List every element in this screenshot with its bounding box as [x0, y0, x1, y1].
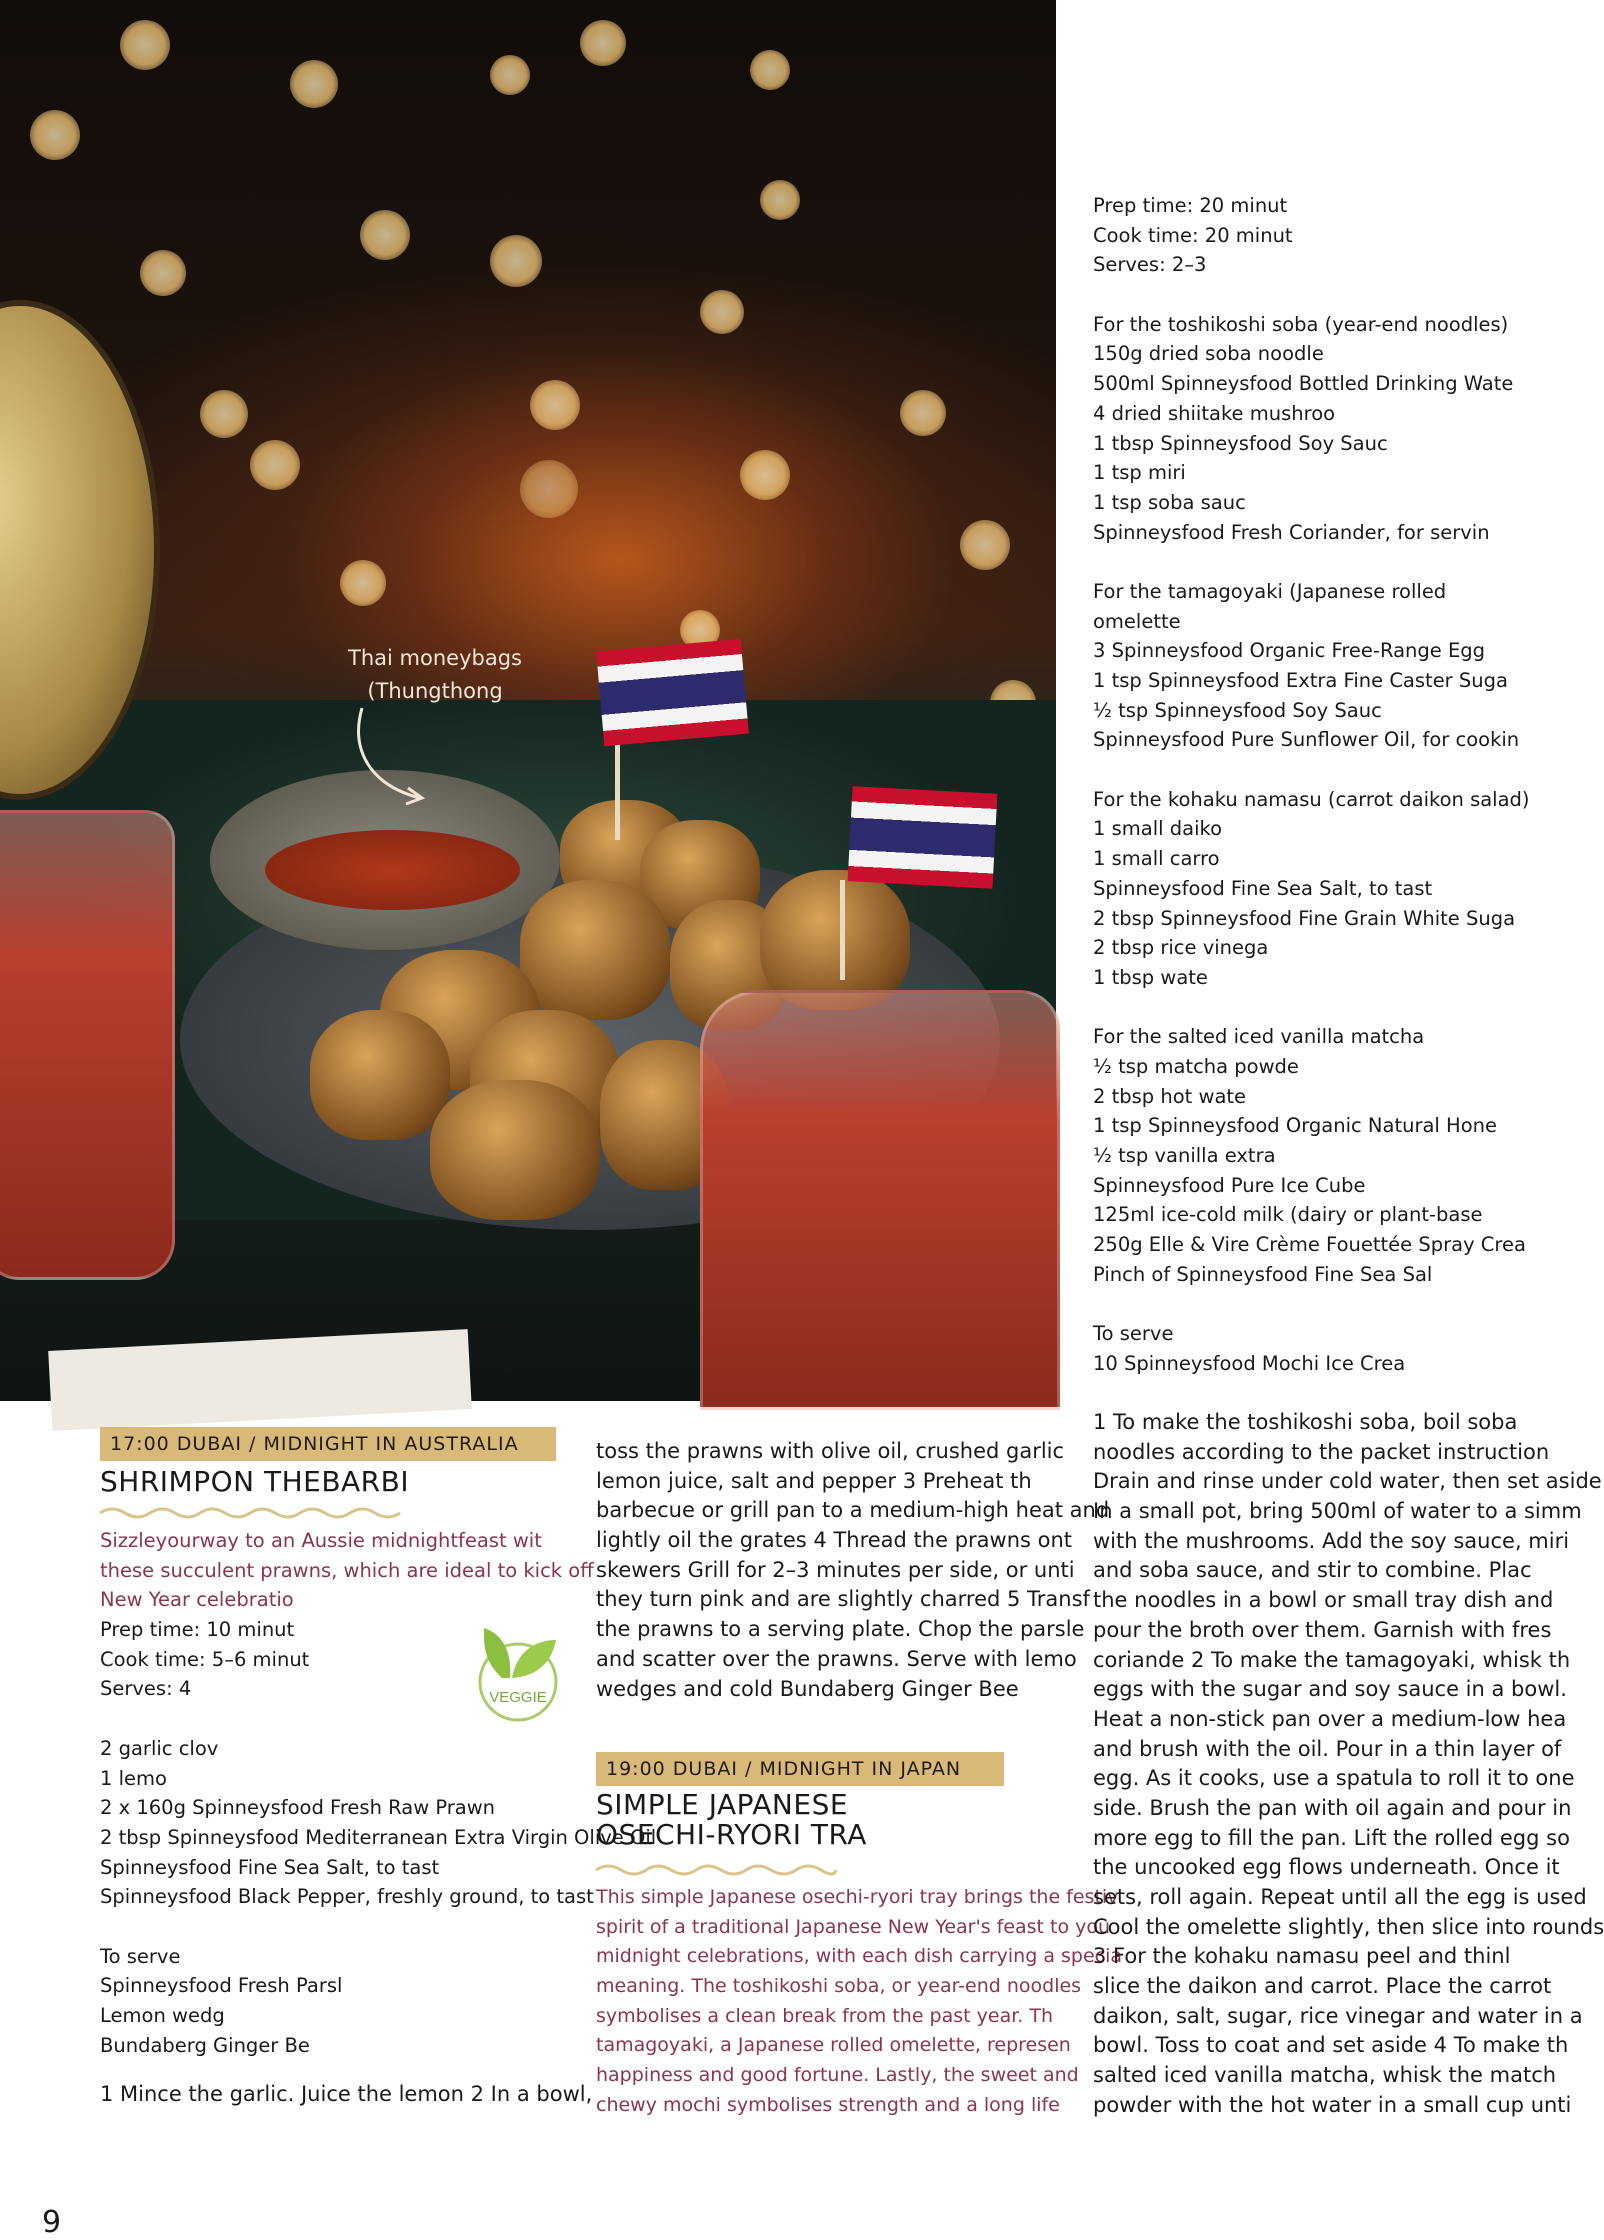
intro-line: Sizzleyourway to an Aussie midnightfeast wit — [100, 1529, 542, 1552]
ingredient: Spinneysfood Fine Sea Salt, to tast — [100, 1855, 440, 1879]
method-line: and scatter over the prawns. Serve with lemo — [596, 1646, 1077, 1671]
ingredient: 2 x 160g Spinneysfood Fresh Raw Prawn — [100, 1796, 496, 1820]
serves: Serves: 4 — [100, 1677, 192, 1701]
method-line: and soba sauce, and stir to combine. Plac — [1093, 1558, 1532, 1583]
veggie-label: VEGGIE — [489, 1689, 547, 1706]
page-number: 9 — [42, 2205, 62, 2240]
ingredient: Spinneysfood Pure Ice Cube — [1093, 1173, 1366, 1197]
ingredient: 1 lemo — [100, 1766, 167, 1790]
ingredient: 1 tbsp wate — [1093, 965, 1208, 989]
recipe2-intro — [596, 1883, 1122, 2121]
ingredient: 250g Elle & Vire Crème Fouettée Spray Crea — [1093, 1233, 1526, 1257]
method-line: side. Brush the pan with oil again and pour in — [1093, 1795, 1572, 1820]
method-line: and brush with the oil. Pour in a thin layer of — [1093, 1736, 1562, 1761]
ingredient: 4 dried shiitake mushroo — [1093, 401, 1336, 425]
method-line: they turn pink and are slightly charred 5 Transf — [596, 1587, 1090, 1612]
intro-line: midnight celebrations, with each dish carrying a specia — [596, 1945, 1123, 1968]
method-line: lightly oil the grates 4 Thread the prawns ont — [596, 1528, 1073, 1553]
method-line: wedges and cold Bundaberg Ginger Bee — [596, 1676, 1019, 1701]
method-line: pour the broth over them. Garnish with fres — [1093, 1617, 1552, 1642]
ingredient: Pinch of Spinneysfood Fine Sea Sal — [1093, 1262, 1433, 1286]
ingredient-group-heading: For the toshikoshi soba (year-end noodles) — [1093, 312, 1509, 336]
prep-time: Prep time: 20 minut — [1093, 194, 1288, 217]
ingredient-group-heading: omelette — [1093, 609, 1181, 633]
ingredient: 2 tbsp hot wate — [1093, 1084, 1247, 1108]
method-line: powder with the hot water in a small cup unti — [1093, 2092, 1572, 2117]
chili-sauce — [265, 830, 520, 910]
intro-line: these succulent prawns, which are ideal to kick off — [100, 1558, 594, 1582]
ingredient: ½ tsp vanilla extra — [1093, 1144, 1276, 1167]
ingredient-group-heading: To serve — [1093, 1322, 1174, 1346]
recipe2-ingredients-column — [1093, 191, 1530, 1379]
method-line: egg. As it cooks, use a spatula to roll it to one — [1093, 1766, 1575, 1791]
ingredient: 1 tsp Spinneysfood Extra Fine Caster Suga — [1093, 669, 1508, 692]
title-line: OSECHI-RYORI TRA — [596, 1818, 867, 1851]
time-banner-australia: 17:00 DUBAI / MIDNIGHT IN AUSTRALIA — [100, 1427, 556, 1461]
intro-line: happiness and good fortune. Lastly, the sweet and — [596, 2064, 1079, 2087]
veggie-badge-icon — [472, 1620, 562, 1730]
ingredient: 1 tbsp Spinneysfood Soy Sauc — [1093, 431, 1388, 455]
intro-line: This simple Japanese osechi-ryori tray brings the festiv — [596, 1886, 1119, 1908]
thai-flag — [848, 786, 998, 888]
method-line: noodles according to the packet instruction — [1093, 1439, 1550, 1464]
to-serve-heading: To serve — [100, 1944, 181, 1968]
method-line: with the mushrooms. Add the soy sauce, miri — [1093, 1528, 1570, 1553]
ingredient-group-heading: For the salted iced vanilla matcha — [1093, 1025, 1425, 1049]
method-line: salted iced vanilla matcha, whisk the match — [1093, 2063, 1557, 2088]
recipe-title-osechi — [596, 1790, 867, 1850]
method-line: the prawns to a serving plate. Chop the parsle — [596, 1617, 1085, 1642]
red-drink-glass — [700, 990, 1060, 1410]
intro-line: meaning. The toshikoshi soba, or year-end noodles — [596, 1975, 1082, 1998]
time-banner-japan: 19:00 DUBAI / MIDNIGHT IN JAPAN — [596, 1752, 1004, 1786]
ingredient: 150g dried soba noodle — [1093, 342, 1324, 366]
method-line: In a small pot, bring 500ml of water to a simm — [1093, 1499, 1582, 1524]
serves: Serves: 2–3 — [1093, 253, 1207, 277]
playing-cards — [48, 1329, 472, 1431]
method-line: daikon, salt, sugar, rice vinegar and water in a — [1093, 2003, 1583, 2028]
ingredient: 500ml Spinneysfood Bottled Drinking Wate — [1093, 372, 1514, 396]
cook-time: Cook time: 5–6 minut — [100, 1647, 310, 1671]
wave-divider — [100, 1505, 400, 1521]
recipe2-method-column — [1093, 1408, 1604, 2121]
method-line: bowl. Toss to coat and set aside 4 To make th — [1093, 2033, 1569, 2058]
method-line: barbecue or grill pan to a medium-high heat and — [596, 1498, 1110, 1523]
method-line: 1 To make the toshikoshi soba, boil soba — [1093, 1410, 1518, 1434]
intro-line: symbolises a clean break from the past year. Th — [596, 2004, 1054, 2027]
method-line: toss the prawns with olive oil, crushed garlic — [596, 1439, 1065, 1463]
thai-flag — [596, 639, 749, 746]
recipe1-left-column — [100, 1526, 656, 2110]
ingredient: Spinneysfood Pure Sunflower Oil, for cookin — [1093, 728, 1520, 752]
caption-line: Thai moneybags — [348, 646, 522, 670]
ingredient: 2 tbsp Spinneysfood Mediterranean Extra Virgin Olive Oil — [100, 1825, 657, 1849]
prep-time: Prep time: 10 minut — [100, 1618, 295, 1642]
wave-divider — [596, 1862, 836, 1878]
method-line: Drain and rinse under cold water, then set aside — [1093, 1469, 1602, 1494]
ingredient: 2 tbsp Spinneysfood Fine Grain White Suga — [1093, 906, 1516, 930]
ingredient: Spinneysfood Fine Sea Salt, to tast — [1093, 876, 1433, 900]
ingredient: 2 tbsp rice vinega — [1093, 936, 1269, 960]
ingredient: 1 small carro — [1093, 847, 1220, 871]
method-line: Cool the omelette slightly, then slice into rounds — [1093, 1914, 1604, 1939]
caption-line: (Thungthong — [367, 679, 503, 703]
ingredient: 1 small daiko — [1093, 817, 1223, 841]
serve-item: Spinneysfood Fresh Parsl — [100, 1974, 343, 1998]
ingredient: ½ tsp matcha powde — [1093, 1054, 1299, 1078]
method-line: 3 For the kohaku namasu peel and thinl — [1093, 1944, 1511, 1969]
method-line: sets, roll again. Repeat until all the egg is used — [1093, 1885, 1587, 1909]
intro-line: New Year celebratio — [100, 1588, 294, 1612]
ingredient: 1 tsp miri — [1093, 461, 1186, 485]
method-line: skewers Grill for 2–3 minutes per side, or unti — [596, 1557, 1075, 1582]
serve-item: Bundaberg Ginger Be — [100, 2033, 310, 2057]
method-line: more egg to fill the pan. Lift the rolled egg so — [1093, 1825, 1570, 1850]
ingredient-group-heading: For the kohaku namasu (carrot daikon salad) — [1093, 787, 1530, 811]
ingredient: Spinneysfood Fresh Coriander, for servin — [1093, 520, 1490, 544]
method-line: eggs with the sugar and soy sauce in a bowl. — [1093, 1677, 1567, 1702]
method-line: Heat a non-stick pan over a medium-low hea — [1093, 1706, 1567, 1731]
intro-line: tamagoyaki, a Japanese rolled omelette, represen — [596, 2034, 1071, 2057]
curved-arrow-icon — [350, 700, 430, 810]
method-line: slice the daikon and carrot. Place the carrot — [1093, 1974, 1552, 1999]
photo-caption — [330, 642, 540, 708]
method-line: coriande 2 To make the tamagoyaki, whisk th — [1093, 1647, 1571, 1672]
ingredient: 125ml ice-cold milk (dairy or plant-base — [1093, 1203, 1483, 1227]
serve-item: Lemon wedg — [100, 2004, 225, 2027]
recipe1-method-column — [596, 1437, 1109, 1704]
ingredient: 1 tsp soba sauc — [1093, 490, 1246, 514]
ingredient: ½ tsp Spinneysfood Soy Sauc — [1093, 698, 1382, 722]
intro-line: chewy mochi symbolises strength and a long life — [596, 2093, 1060, 2116]
ingredient-group-heading: For the tamagoyaki (Japanese rolled — [1093, 579, 1447, 603]
method-line: the noodles in a bowl or small tray dish and — [1093, 1588, 1554, 1613]
intro-line: spirit of a traditional Japanese New Year's feast to you — [596, 1915, 1111, 1938]
food-photo — [0, 0, 1056, 1401]
ingredient: 1 tsp Spinneysfood Organic Natural Hone — [1093, 1114, 1497, 1138]
title-line: SIMPLE JAPANESE — [596, 1788, 849, 1821]
recipe-title-shrimp: SHRIMPON THEBARBI — [100, 1465, 410, 1498]
ingredient: 10 Spinneysfood Mochi Ice Crea — [1093, 1351, 1406, 1375]
ingredient: 3 Spinneysfood Organic Free-Range Egg — [1093, 639, 1486, 663]
method-line: lemon juice, salt and pepper 3 Preheat th — [596, 1468, 1032, 1493]
ingredient: 2 garlic clov — [100, 1736, 219, 1760]
method-step: 1 Mince the garlic. Juice the lemon 2 In a bowl, — [100, 2082, 593, 2107]
method-line: the uncooked egg flows underneath. Once it — [1093, 1855, 1560, 1880]
red-drink-glass — [0, 810, 175, 1280]
cook-time: Cook time: 20 minut — [1093, 223, 1293, 247]
ingredient: Spinneysfood Black Pepper, freshly ground, to tast — [100, 1885, 594, 1909]
